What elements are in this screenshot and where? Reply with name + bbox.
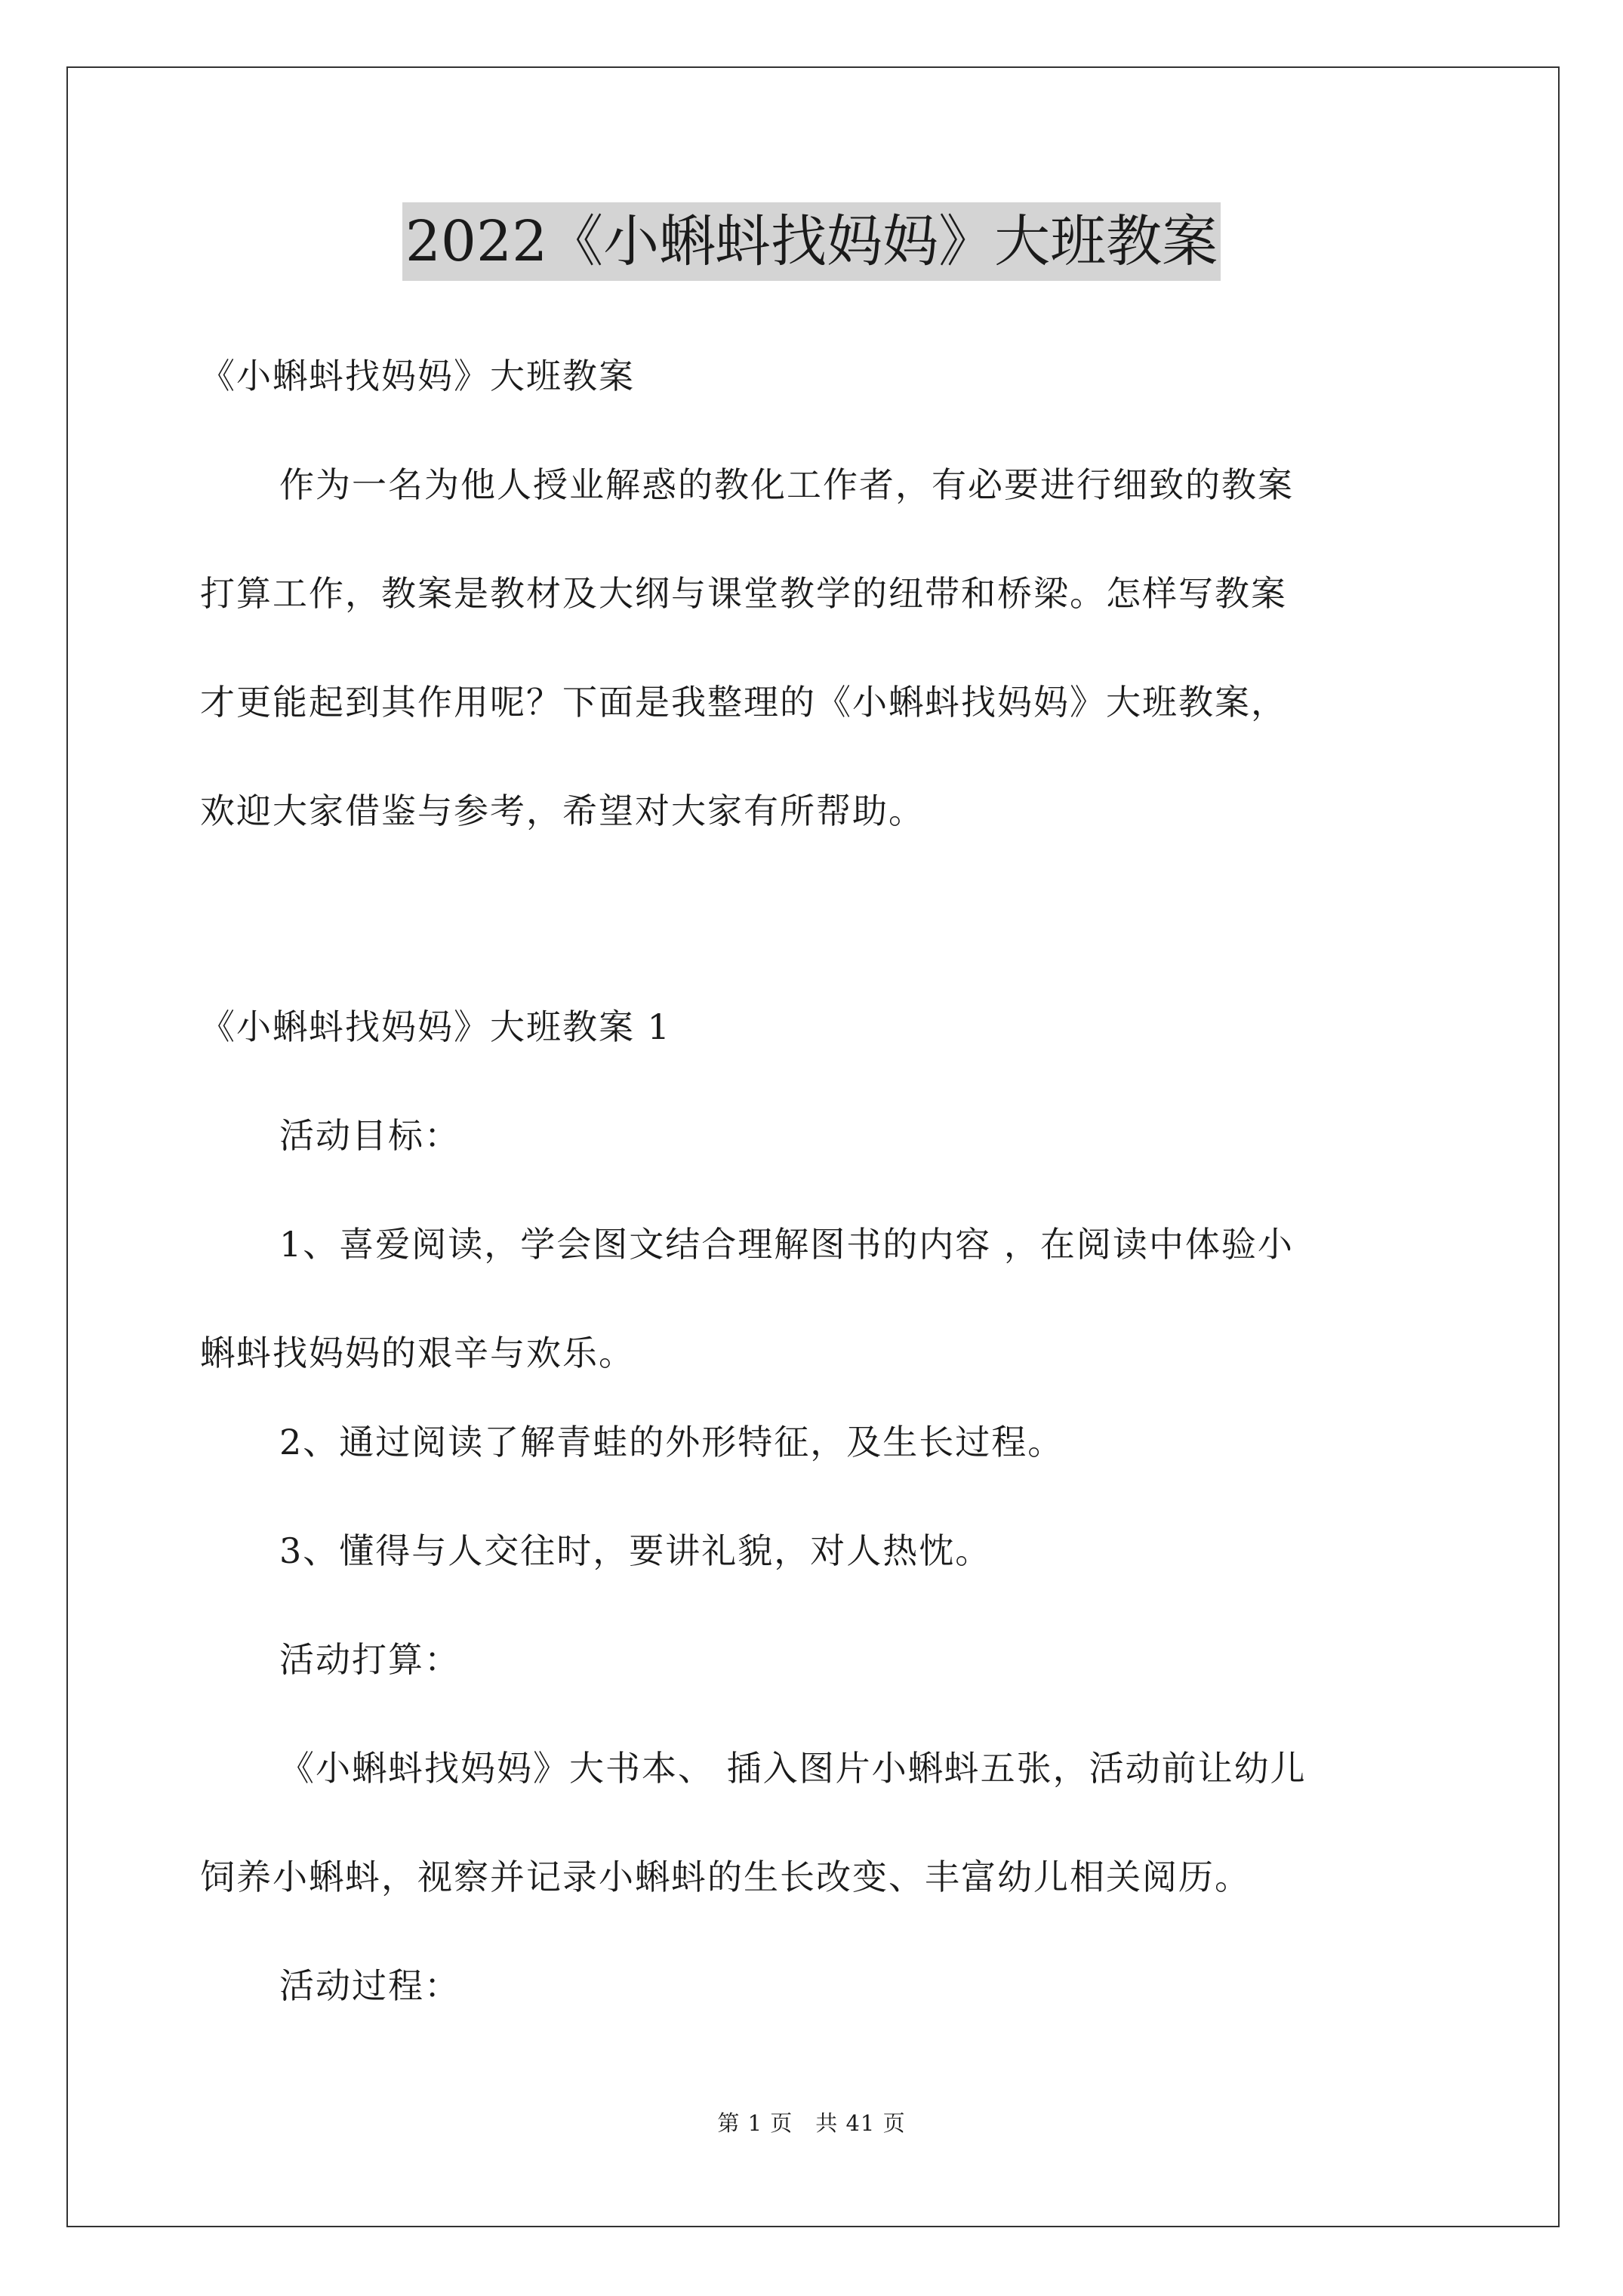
goal-1-line-2: 蝌蚪找妈妈的艰辛与欢乐。 (200, 1333, 635, 1373)
intro-line-1: 作为一名为他人授业解惑的教化工作者，有必要进行细致的教案 (279, 464, 1294, 505)
goal-3: 3、懂得与人交往时，要讲礼貌，对人热忱。 (279, 1530, 992, 1571)
process-heading: 活动过程： (279, 1965, 460, 2006)
prep-line-1: 《小蝌蚪找妈妈》大书本、 插入图片小蝌蚪五张，活动前让幼儿 (279, 1748, 1307, 1789)
goal-2: 2、通过阅读了解青蛙的外形特征，及生长过程。 (279, 1422, 1064, 1462)
goal-1-line-1: 1、喜爱阅读，学会图文结合理解图书的内容 ，在阅读中体验小 (279, 1224, 1294, 1265)
prep-line-2: 饲养小蝌蚪，视察并记录小蝌蚪的生长改变、丰富幼儿相关阅历。 (200, 1857, 1251, 1897)
prep-heading: 活动打算： (279, 1639, 460, 1680)
title-container (0, 202, 1623, 281)
section-heading: 《小蝌蚪找妈妈》大班教案 1 (200, 1006, 671, 1047)
intro-line-3: 才更能起到其作用呢？下面是我整理的《小蝌蚪找妈妈》大班教案， (200, 682, 1287, 723)
document-title: 2022《小蝌蚪找妈妈》大班教案 (402, 202, 1221, 281)
document-subtitle: 《小蝌蚪找妈妈》大班教案 (200, 356, 635, 396)
goals-heading: 活动目标： (279, 1115, 460, 1156)
intro-line-2: 打算工作，教案是教材及大纲与课堂教学的纽带和桥梁。怎样写教案 (200, 573, 1287, 614)
page-number: 第 1 页 共 41 页 (717, 2110, 906, 2136)
intro-line-4: 欢迎大家借鉴与参考，希望对大家有所帮助。 (200, 791, 925, 831)
